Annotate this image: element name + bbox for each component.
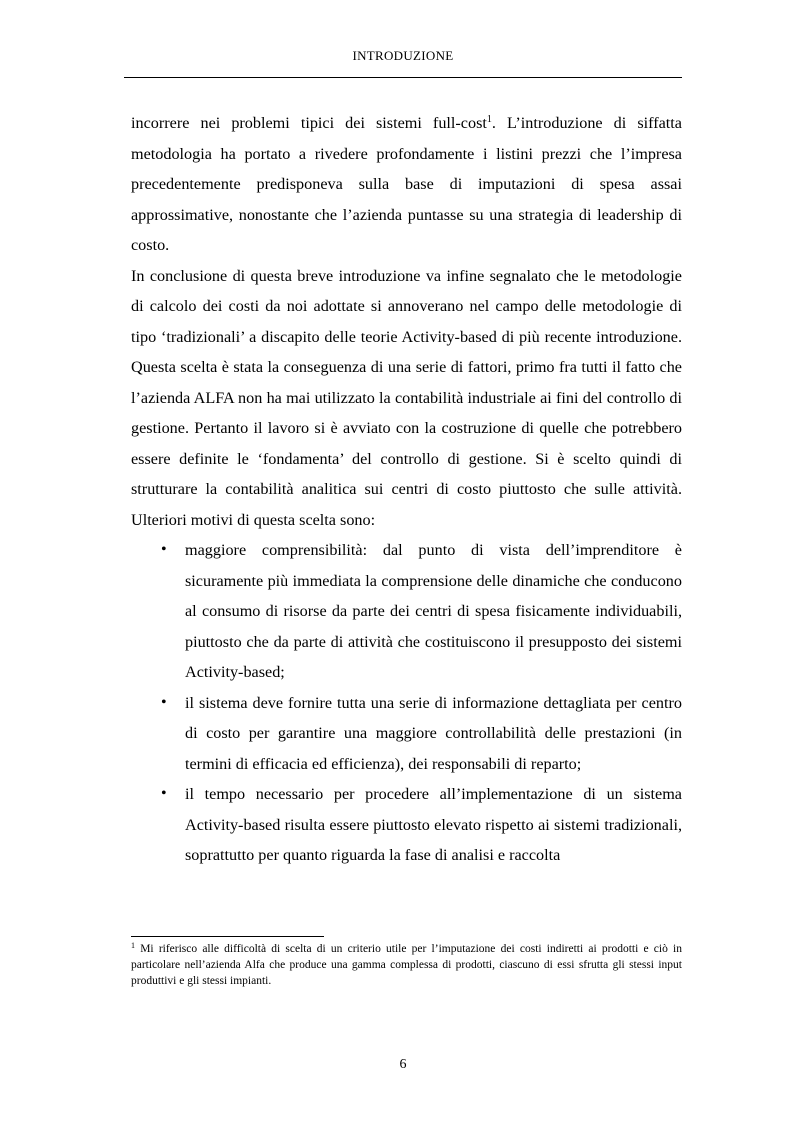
- paragraph-1-text-cont: . L’introduzione di siffatta metodologia ha portato a rivedere profondamente i listini prezzi che l’impresa precedentemente predisponeva sulla base di imputazioni di spesa assai approssimative, nonostante che l’azienda puntasse su una strategia di leadership di costo.: [131, 114, 682, 254]
- bullet-icon: •: [161, 541, 167, 558]
- list-item: [131, 535, 682, 688]
- list-item-text: il tempo necessario per procedere all’implementazione di un sistema Activity-based risulta essere piuttosto elevato rispetto ai sistemi tradizionali, soprattutto per quanto riguarda la fase di analisi e raccolta: [185, 785, 682, 864]
- paragraph-1: [131, 108, 682, 261]
- footnote-reference[interactable]: 1: [486, 114, 492, 125]
- footnote-separator: [131, 936, 324, 937]
- header-rule: [124, 77, 682, 78]
- footnote-text: Mi riferisco alle difficoltà di scelta di un criterio utile per l’imputazione dei costi indiretti ai prodotti e ciò in particolare nell’azienda Alfa che produce una gamma complessa di prodotti, ciascuno di essi sfrutta gli stessi input produttivi e gli stessi impianti.: [131, 943, 682, 987]
- bullet-icon: •: [161, 693, 167, 711]
- list-item-text: il sistema deve fornire tutta una serie di informazione dettagliata per centro di costo per garantire una maggiore controllabilità delle prestazioni (in termini di efficacia ed efficienza), dei responsabili di reparto;: [185, 693, 682, 773]
- bullet-icon: •: [161, 785, 167, 802]
- page-number: 6: [399, 1057, 407, 1072]
- paragraph-1-text: incorrere nei problemi tipici dei sistemi full-cost: [131, 114, 487, 132]
- body-text: [131, 108, 682, 871]
- list-item: [131, 779, 682, 871]
- running-header: INTRODUZIONE: [352, 48, 454, 63]
- bullet-list: [131, 535, 682, 871]
- footnote: [131, 941, 682, 989]
- list-item: [131, 688, 682, 780]
- list-item-text: maggiore comprensibilità: dal punto di vista dell’imprenditore è sicuramente più immediata la comprensione delle dinamiche che conducono al consumo di risorse da parte dei centri di spesa fisicamente individuabili, piuttosto che da parte di attività che costituiscono il presupposto dei sistemi Activity-based;: [185, 541, 682, 681]
- paragraph-2: In conclusione di questa breve introduzione va infine segnalato che le metodologie di calcolo dei costi da noi adottate si annoverano nel campo delle metodologie di tipo ‘tradizionali’ a discapito delle teorie Activity-based di più recente introduzione. Questa scelta è stata la conseguenza di una serie di fattori, primo fra tutti il fatto che l’azienda ALFA non ha mai utilizzato la contabilità industriale ai fini del controllo di gestione. Pertanto il lavoro si è avviato con la costruzione di quelle che potrebbero essere definite le ‘fondamenta’ del controllo di gestione. Si è scelto quindi di strutturare la contabilità analitica sui centri di costo piuttosto che sulle attività. Ulteriori motivi di questa scelta sono:: [131, 266, 682, 529]
- footnote-number: 1: [131, 941, 135, 950]
